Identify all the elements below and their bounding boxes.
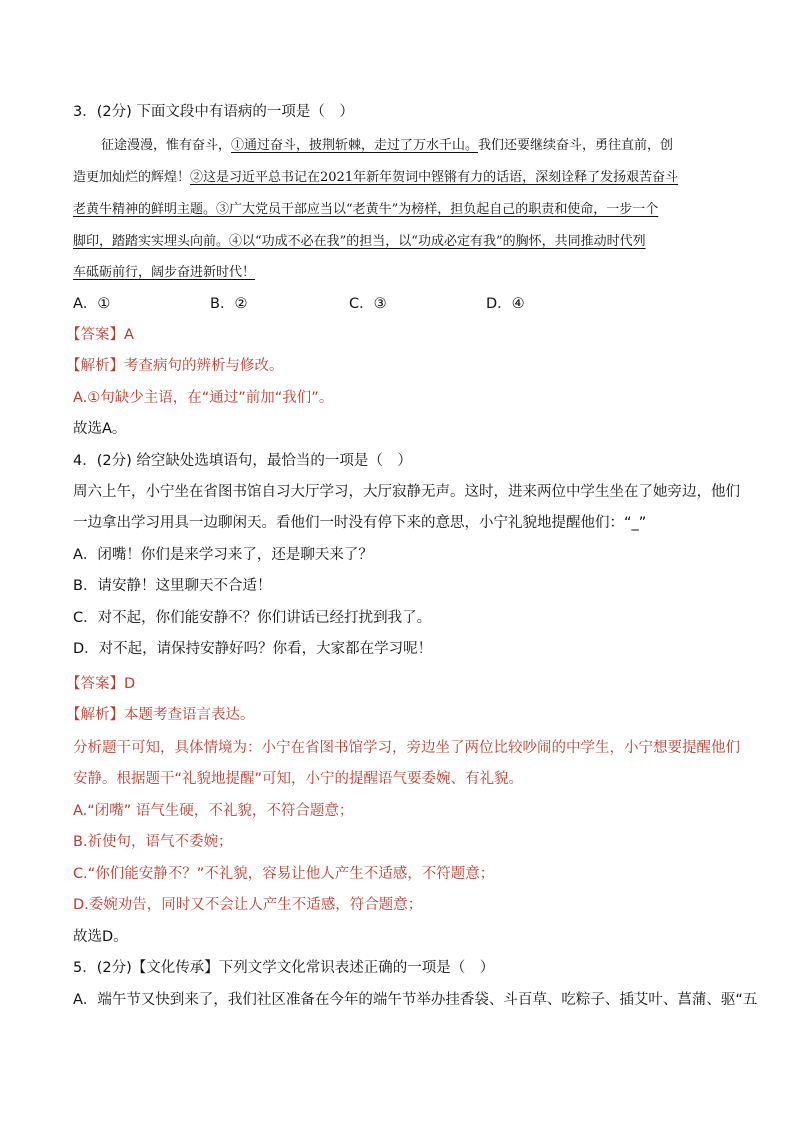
question-3-stem: 3．(2分) 下面文段中有语病的一项是（ ）	[73, 104, 354, 120]
q3-option-d: D．④	[486, 296, 525, 312]
q3-passage-line-4: 脚印，踏踏实实埋头向前。④以“功成不必在我”的担当，以“功成必定有我”的胸怀，共同推动时代列	[73, 234, 646, 249]
q4-explanation-a: A.“闭嘴” 语气生硬，不礼貌，不符合题意；	[73, 803, 354, 819]
q4-option-a: A．闭嘴！你们是来学习来了，还是聊天来了？	[73, 547, 373, 563]
q3-analysis: 【解析】考查病句的辨析与修改。	[66, 358, 284, 374]
question-4-stem: 4．(2分) 给空缺处选填语句，最恰当的一项是（ ）	[73, 453, 412, 469]
q3-passage-underlined: ②这是习近平总书记在2021年新年贺词中铿锵有力的话语，深刻诠释了发扬艰苦奋斗	[190, 170, 679, 185]
q3-answer: 【答案】A	[66, 327, 134, 343]
q3-passage-line-5: 车砥砺前行，阔步奋进新时代！	[73, 265, 256, 280]
q4-option-b: B．请安静！这里聊天不合适！	[73, 578, 272, 594]
q4-option-c: C．对不起，你们能安静不？你们讲话已经打扰到我了。	[73, 610, 432, 626]
q3-option-c: C．③	[349, 296, 387, 312]
q4-option-d: D．对不起，请保持安静好吗？你看，大家都在学习呢！	[73, 641, 433, 657]
q4-explanation-b: B.祈使句，语气不委婉；	[73, 834, 233, 850]
q3-passage-line-2	[73, 168, 678, 188]
q3-option-b: B．②	[210, 296, 248, 312]
q4-explanation-line-2: 安静。根据题干“礼貌地提醒”可知，小宁的提醒语气要委婉、有礼貌。	[73, 771, 524, 787]
q4-text-line-1: 周六上午，小宁坐在省图书馆自习大厅学习，大厅寂静无声。这时，进来两位中学生坐在了她旁边，他们	[73, 484, 740, 500]
q4-explanation-line-1: 分析题干可知，具体情境为：小宁在省图书馆学习，旁边坐了两位比较吵闹的中学生，小宁想要提醒他们	[73, 740, 740, 756]
q3-passage-underlined: ①通过奋斗，披荆斩棘，走过了万水千山。	[231, 138, 479, 153]
q4-explanation-c: C.“你们能安静不？”不礼貌，容易让他人产生不适感，不符题意；	[73, 866, 495, 882]
q3-passage-text: 征途漫漫，惟有奋斗，	[101, 138, 232, 153]
q5-option-a: A．端午节又快到来了，我们社区准备在今年的端午节举办挂香袋、斗百草、吃粽子、插艾叶、菖蒲、驱“五	[73, 992, 758, 1008]
q3-conclusion: 故选A。	[73, 421, 127, 437]
question-5-stem: 5．(2分)【文化传承】下列文学文化常识表述正确的一项是（ ）	[73, 960, 495, 976]
q4-analysis: 【解析】本题考查语言表达。	[66, 707, 255, 723]
q3-passage-text: 造更加灿烂的辉煌！	[73, 170, 191, 185]
q3-passage-line-1	[101, 136, 673, 156]
q4-conclusion: 故选D。	[73, 929, 128, 945]
q3-option-a: A．①	[73, 296, 111, 312]
q3-passage-line-3: 老黄牛精神的鲜明主题。③广大党员干部应当以“老黄牛”为榜样，担负起自己的职责和使命，一步一个	[73, 202, 659, 217]
q4-explanation-d: D.委婉劝告，同时又不会让人产生不适感，符合题意；	[73, 897, 423, 913]
q3-explanation: A.①句缺少主语，在“通过”前加“我们”。	[73, 390, 334, 406]
q4-text-line-2: 一边拿出学习用具一边聊闲天。看他们一时没有停下来的意思，小宁礼貌地提醒他们：“_”	[73, 515, 647, 531]
q4-answer: 【答案】D	[66, 676, 136, 692]
q3-passage-text: 我们还要继续奋斗，勇往直前，创	[478, 138, 674, 153]
